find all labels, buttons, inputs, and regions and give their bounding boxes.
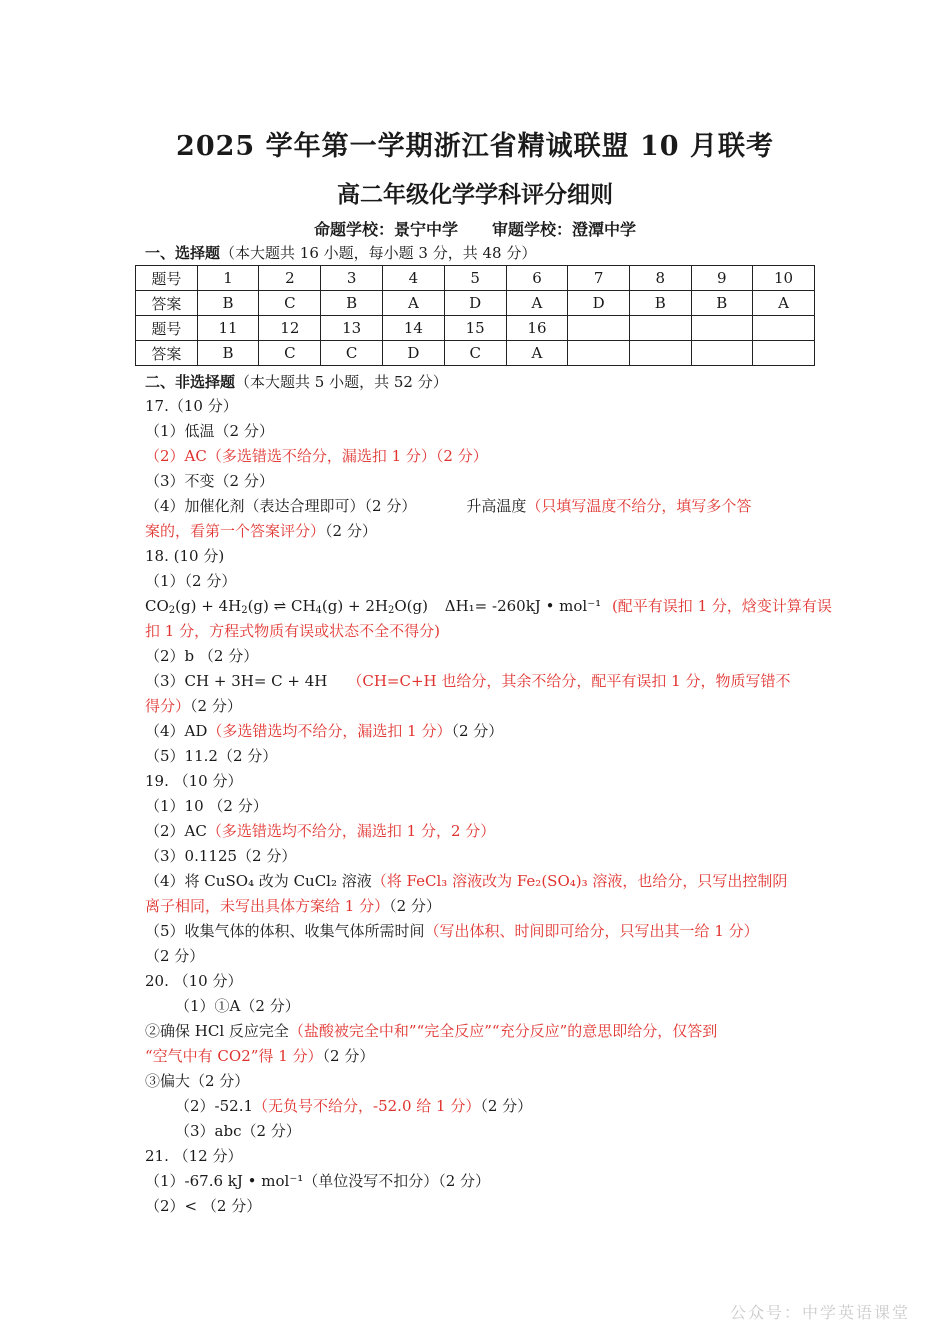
q18-eq-note: 扣 1 分，方程式物质有误或状态不全不得分) [145,622,440,640]
q19-a5-score: （2 分） [145,947,205,965]
q18-a1: （1）（2 分） [145,572,237,590]
reaction-equation: $CO_2(g) + 4H_2(g)$ ⇌ $CH_4(g) + 2H_2O(g)$ [145,597,428,616]
q21-head: 21. （12 分） [145,1147,243,1165]
q20-a3: （3）abc（2 分） [175,1122,301,1140]
table-row: 答案 B C C D C A [136,341,815,366]
section1-heading: 一、选择题（本大题共 16 小题，每小题 3 分，共 48 分） [145,244,537,262]
q18-a3-cont: 得分）（2 分） [145,697,242,715]
q19-a2: （2）AC（多选错选均不给分，漏选扣 1 分，2 分） [145,822,496,840]
page-subtitle: 高二年级化学学科评分细则 [337,181,613,208]
answer-table [135,265,815,366]
table-row: 题号 1 2 3 4 5 6 7 8 9 10 [136,266,815,291]
q18-head: 18. (10 分) [145,547,225,565]
q18-a2: （2）b （2 分） [145,647,259,665]
q17-a3: （3）不变（2 分） [145,472,274,490]
q17-a4-cont: 案的，看第一个答案评分）（2 分） [145,522,377,540]
q17-a4: （4）加催化剂（表达合理即可）（2 分） 升高温度（只填写温度不给分，填写多个答 [145,497,752,515]
q19-head: 19. （10 分） [145,772,243,790]
q18-a4: （4）AD（多选错选均不给分，漏选扣 1 分）（2 分） [145,722,504,740]
q20-a1b-cont: “空气中有 CO2”得 1 分）（2 分） [145,1047,375,1065]
q19-a4-cont: 离子相同，未写出具体方案给 1 分）（2 分） [145,897,441,915]
q19-a4: （4）将 CuSO₄ 改为 CuCl₂ 溶液（将 FeCl₃ 溶液改为 Fe₂(SO₄)₃ 溶液，也给分，只写出控制阴 [145,872,788,890]
q21-a1: （1）-67.6 kJ • mol⁻¹（单位没写不扣分）（2 分） [145,1172,491,1190]
q19-a3: （3）0.1125（2 分） [145,847,297,865]
page-title: 2025 学年第一学期浙江省精诚联盟 10 月联考 [176,131,774,162]
q19-a1: （1）10 （2 分） [145,797,268,815]
q20-a2: （2）-52.1（无负号不给分，-52.0 给 1 分）（2 分） [175,1097,533,1115]
q17-head: 17.（10 分） [145,397,238,415]
author-school: 命题学校：景宁中学 [313,220,458,239]
q20-head: 20. （10 分） [145,972,243,990]
section2-heading: 二、非选择题（本大题共 5 小题，共 52 分） [145,373,448,391]
q20-a1b: ②确保 HCl 反应完全（盐酸被完全中和”“完全反应”“充分反应”的意思即给分，仅答到 [145,1022,718,1040]
q18-a3: （3）CH + 3H= C + 4H （CH=C+H 也给分，其余不给分，配平有误扣 1 分，物质写错不 [145,672,791,690]
q20-a1: （1）①A（2 分） [175,997,300,1015]
q20-a1c: ③偏大（2 分） [145,1072,250,1090]
table-row: 答案 B C B A D A D B B A [136,291,815,316]
q19-a5: （5）收集气体的体积、收集气体所需时间（写出体积、时间即可给分，只写出其一给 1 分） [145,922,759,940]
schools-line [0,217,950,240]
table-row: 题号 11 12 13 14 15 16 [136,316,815,341]
reviewer-school: 审题学校：澄潭中学 [492,220,637,239]
q18-equation: $CO_2(g) + 4H_2(g)$ ⇌ $CH_4(g) + 2H_2O(g)$ ΔH₁= -260kJ • mol⁻¹ (配平有误扣 1 分，焓变计算有误 [145,597,832,616]
q18-a5: （5）11.2（2 分） [145,747,278,765]
q21-a2: （2）< （2 分） [145,1197,262,1215]
q17-a2: （2）AC（多选错选不给分，漏选扣 1 分）（2 分） [145,447,488,465]
watermark: 公众号：中学英语课堂 [729,1303,910,1322]
q17-a1: （1）低温（2 分） [145,422,274,440]
